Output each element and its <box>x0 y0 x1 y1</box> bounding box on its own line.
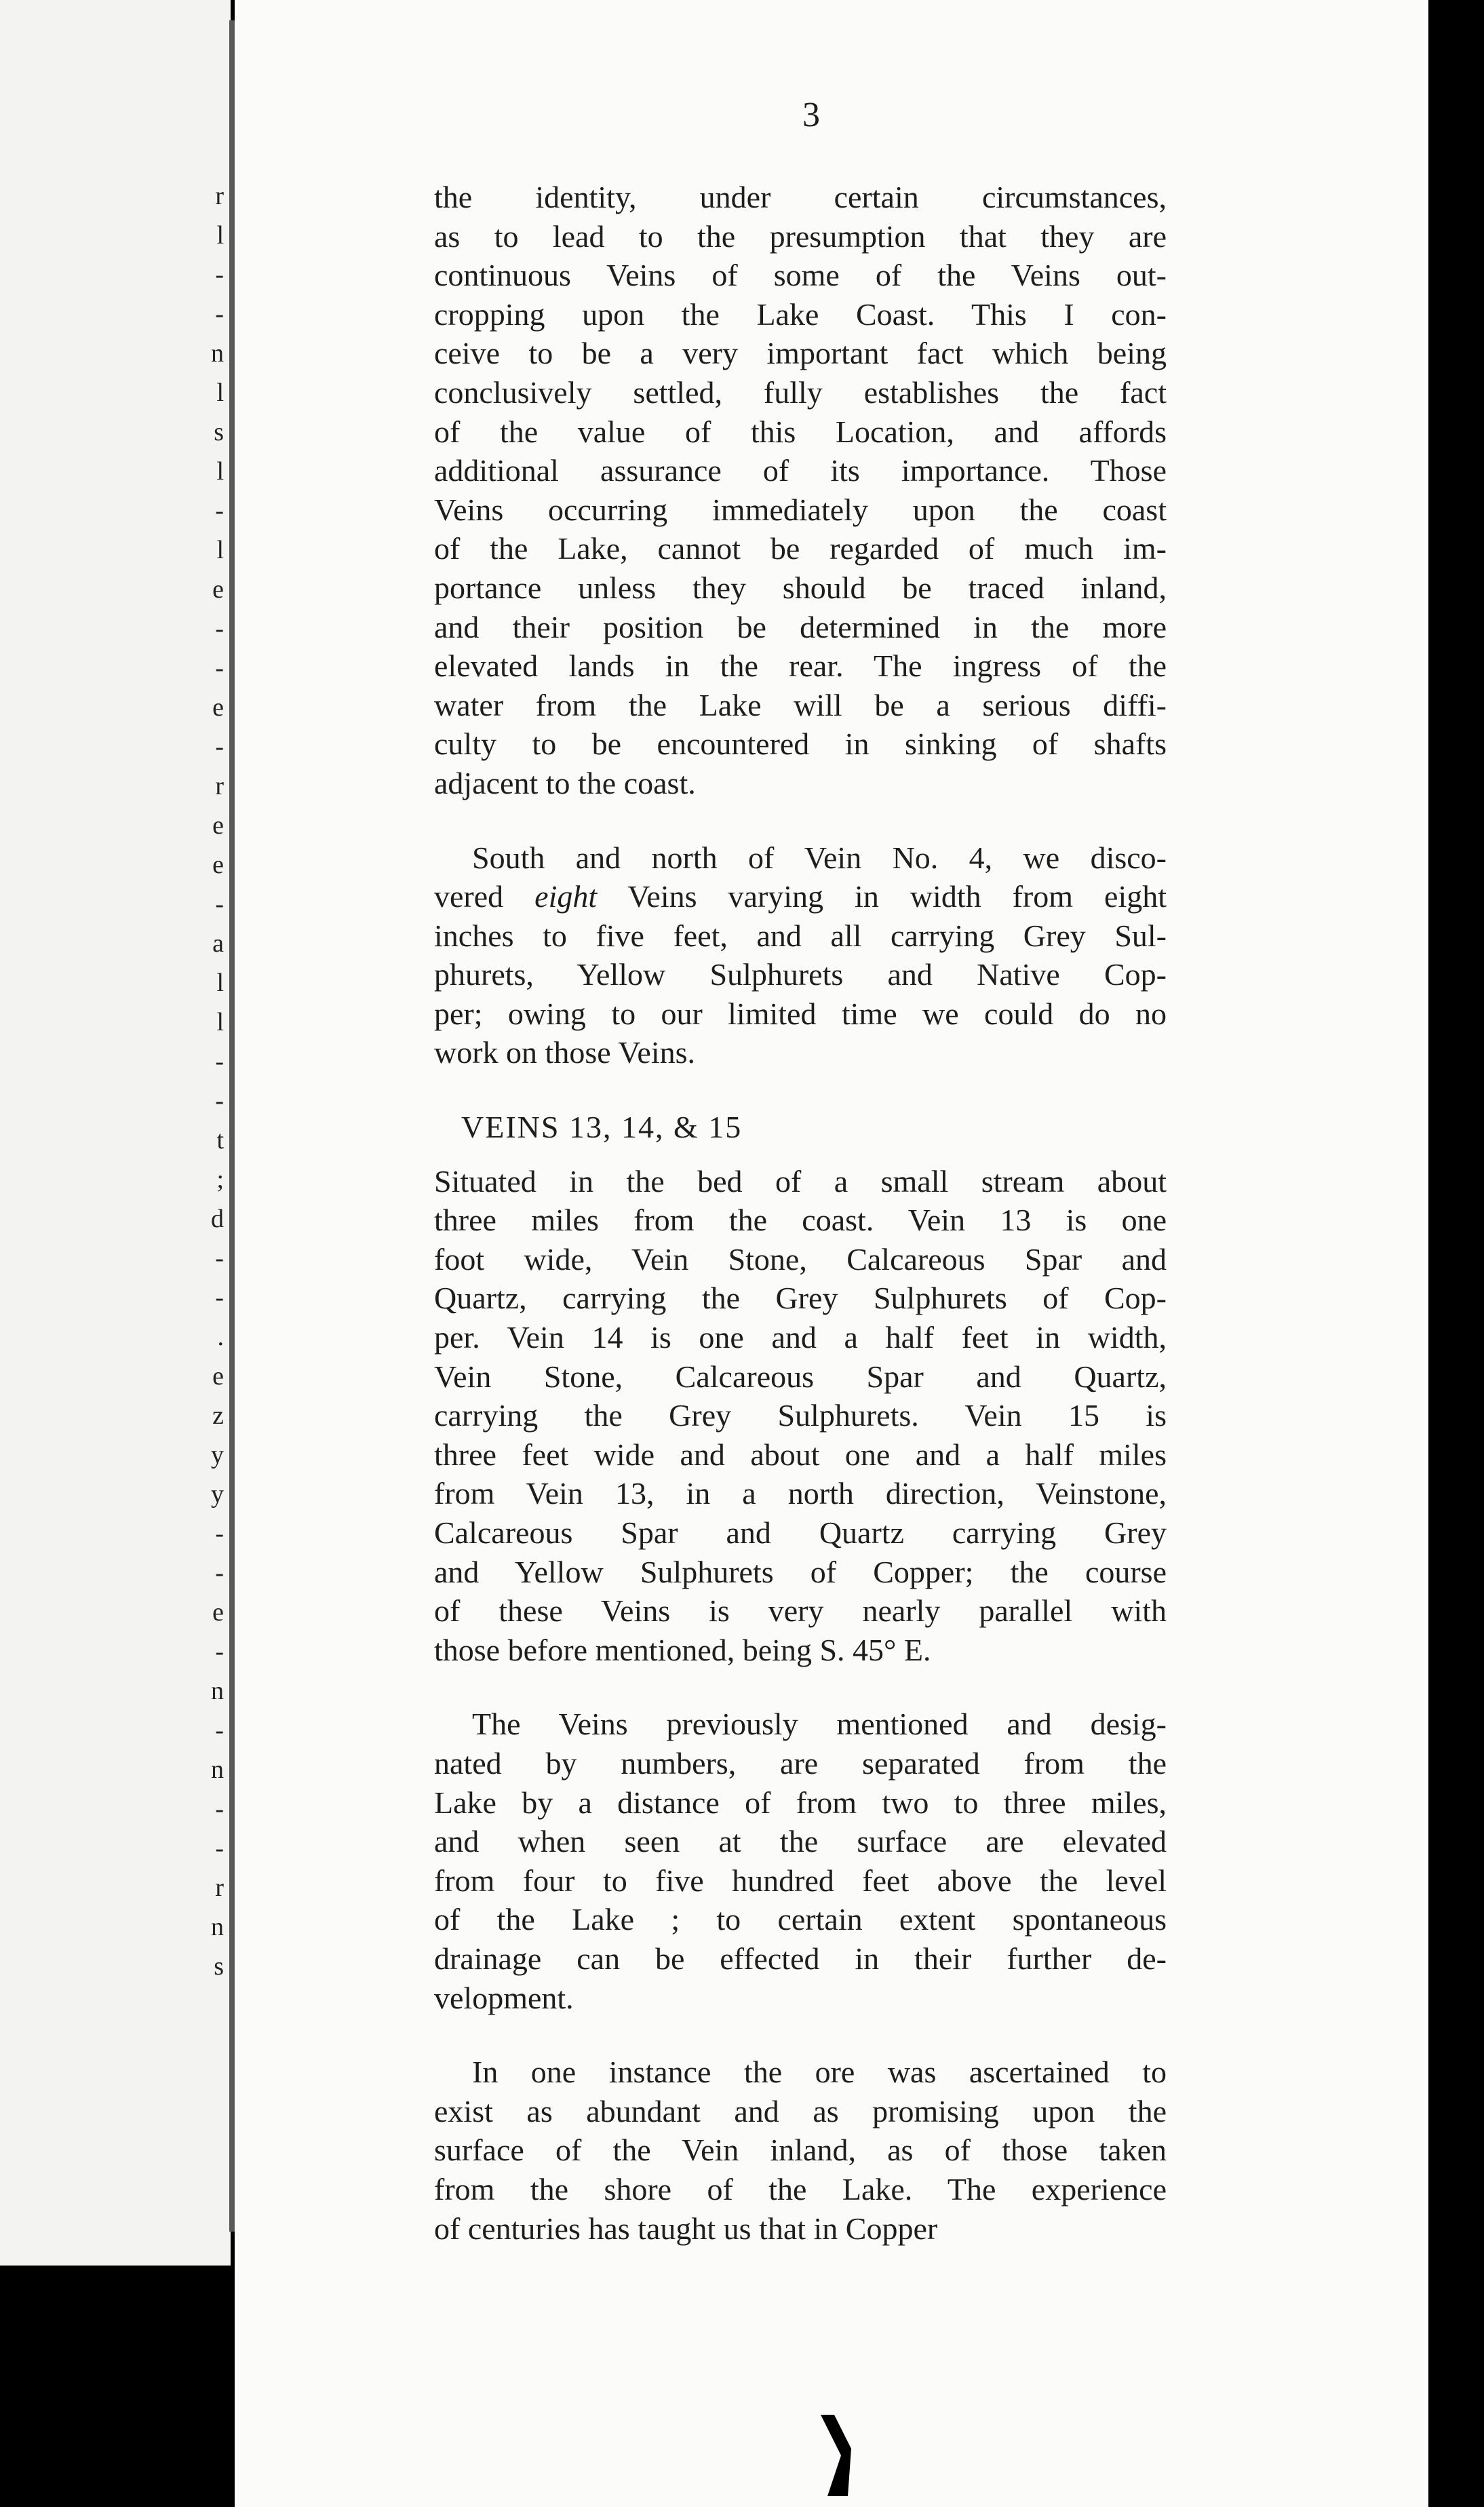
text-line: of the value of this Location, and affords <box>434 414 1167 449</box>
text-line: and when seen at the surface are elevated <box>434 1824 1167 1859</box>
text-line: continuous Veins of some of the Veins out- <box>434 258 1167 293</box>
left-page-fragment-char: n <box>211 1677 224 1705</box>
paragraph-4 <box>434 1705 1167 2017</box>
paragraph-3 <box>434 1162 1167 1670</box>
text-line: Vein Stone, Calcareous Spar and Quartz, <box>434 1359 1167 1394</box>
text-line: three feet wide and about one and a half miles <box>434 1437 1167 1472</box>
text-line: conclusively settled, fully establishes the fact <box>434 374 1167 410</box>
left-page-fragment-char: l <box>216 221 224 250</box>
text-line: portance unless they should be traced inland, <box>434 570 1167 605</box>
text-line: phurets, Yellow Sulphurets and Native Cop- <box>434 957 1167 992</box>
left-page-fragment-char: - <box>215 300 224 328</box>
left-page-fragment-char: - <box>215 260 224 289</box>
fold-mark <box>814 2415 855 2496</box>
left-page-fragment-char: - <box>215 890 224 918</box>
left-page-fragment-char: r <box>215 182 224 210</box>
left-page-fragment-char: n <box>211 1755 224 1784</box>
text-line: work on those Veins. <box>434 1035 696 1070</box>
left-page-fragment-char: e <box>212 575 224 604</box>
left-page-fragment-char: . <box>217 1323 224 1351</box>
left-page-fragment-char: - <box>215 1834 224 1863</box>
left-page-fragment-char: - <box>215 1716 224 1745</box>
text-line: cropping upon the Lake Coast. This I con- <box>434 296 1167 332</box>
left-page-fragment-char: e <box>212 693 224 722</box>
left-page-fragment-char: e <box>212 1598 224 1627</box>
left-page-fragment-char: n <box>211 339 224 368</box>
scan-edge <box>1428 0 1484 2507</box>
left-page-fragment-char: l <box>216 457 224 486</box>
text-line: culty to be encountered in sinking of shafts <box>434 726 1167 762</box>
left-page-fragment-char: - <box>215 1637 224 1666</box>
text-line: inches to five feet, and all carrying Grey Sul- <box>434 918 1167 953</box>
left-page-fragment-char: a <box>212 929 224 958</box>
text-line: additional assurance of its importance. Those <box>434 453 1167 488</box>
left-page-fragment-char: e <box>212 1362 224 1391</box>
page-number: 3 <box>802 96 820 134</box>
paragraph-1 <box>434 178 1167 803</box>
text-line: carrying the Grey Sulphurets. Vein 15 is <box>434 1398 1167 1433</box>
left-page-fragment-char: - <box>215 1519 224 1548</box>
left-page-fragment-char: r <box>215 1873 224 1902</box>
left-page-fragment <box>0 0 231 2266</box>
left-page-fragment-char: - <box>215 1559 224 1587</box>
left-page-fragment-char: l <box>216 1008 224 1036</box>
left-page-fragment-char: e <box>212 811 224 840</box>
text-line: and their position be determined in the more <box>434 609 1167 644</box>
text-line: from the shore of the Lake. The experience <box>434 2171 1167 2207</box>
text-line: three miles from the coast. Vein 13 is one <box>434 1203 1167 1238</box>
left-page-fragment-char: d <box>211 1205 224 1233</box>
text-line: adjacent to the coast. <box>434 765 696 800</box>
paragraph-5 <box>434 2053 1167 2248</box>
text-line: Lake by a distance of from two to three miles, <box>434 1785 1167 1820</box>
text-line: of these Veins is very nearly parallel with <box>434 1593 1167 1629</box>
text-line: of the Lake ; to certain extent spontaneous <box>434 1902 1167 1937</box>
left-page-fragment-char: s <box>214 418 224 446</box>
left-page-fragment-char: l <box>216 536 224 564</box>
text-line: the identity, under certain circumstances, <box>434 180 1167 214</box>
text-line: The Veins previously mentioned and desig- <box>472 1707 1167 1742</box>
text-line: In one instance the ore was ascertained to <box>472 2055 1167 2090</box>
text-line: from Vein 13, in a north direction, Veinstone, <box>434 1476 1167 1511</box>
left-page-fragment-char: l <box>216 969 224 997</box>
left-page-fragment-char: y <box>211 1480 224 1509</box>
text-line: of centuries has taught us that in Copper <box>434 2211 938 2246</box>
text-line: foot wide, Vein Stone, Calcareous Spar and <box>434 1241 1167 1277</box>
text-line: per; owing to our limited time we could do no <box>434 996 1167 1031</box>
left-page-fragment-char: e <box>212 851 224 879</box>
left-page-text-fragments <box>197 176 224 1986</box>
left-page-fragment-char: - <box>215 1795 224 1823</box>
left-page-fragment-char: n <box>211 1913 224 1941</box>
text-line: those before mentioned, being S. 45° E. <box>434 1632 931 1667</box>
text-line: from four to five hundred feet above the level <box>434 1863 1167 1898</box>
left-page-fragment-char: r <box>215 772 224 800</box>
text-line: Veins occurring immediately upon the coast <box>434 492 1167 527</box>
page-body <box>434 178 1167 2248</box>
left-page-fragment-char: s <box>214 1952 224 1981</box>
text-line: exist as abundant and as promising upon the <box>434 2093 1167 2129</box>
text-line: velopment. <box>434 1980 574 2015</box>
text-line: drainage can be effected in their further de- <box>434 1941 1167 1976</box>
left-page-fragment-char: - <box>215 1047 224 1076</box>
page-gutter <box>229 20 235 2232</box>
text-line: Quartz, carrying the Grey Sulphurets of Cop- <box>434 1281 1167 1316</box>
text-line: surface of the Vein inland, as of those taken <box>434 2133 1167 2168</box>
text-line: Calcareous Spar and Quartz carrying Grey <box>434 1515 1167 1550</box>
text-line: water from the Lake will be a serious diffi- <box>434 687 1167 722</box>
italic-word: eight <box>534 879 598 914</box>
left-page-fragment-char: - <box>215 733 224 761</box>
text-line: ceive to be a very important fact which being <box>434 336 1167 371</box>
left-page-fragment-char: - <box>215 1283 224 1312</box>
text-line: as to lead to the presumption that they are <box>434 218 1167 254</box>
text-line: elevated lands in the rear. The ingress of the <box>434 648 1167 684</box>
left-page-fragment-char: ; <box>216 1165 224 1194</box>
left-page-fragment-char: l <box>216 378 224 407</box>
left-page-fragment-char: - <box>215 1087 224 1115</box>
left-page-fragment-char: - <box>215 615 224 643</box>
text-line: of the Lake, cannot be regarded of much im- <box>434 531 1167 566</box>
left-page-fragment-char: - <box>215 654 224 682</box>
text-line: nated by numbers, are separated from the <box>434 1745 1167 1781</box>
left-page-fragment-char: - <box>215 1244 224 1272</box>
left-page-fragment-char: y <box>211 1441 224 1469</box>
text-line: South and north of Vein No. 4, we disco- <box>472 840 1167 875</box>
section-heading: VEINS 13, 14, & 15 <box>461 1110 743 1145</box>
text-line-with-italic: vered eight Veins varying in width from eight <box>434 879 1167 914</box>
paragraph-2 <box>434 838 1167 1073</box>
left-page-fragment-char: t <box>216 1126 224 1154</box>
text-line: per. Vein 14 is one and a half feet in width, <box>434 1320 1167 1355</box>
left-page-fragment-char: z <box>212 1401 224 1430</box>
left-page-fragment-char: - <box>215 497 224 525</box>
text-line: and Yellow Sulphurets of Copper; the course <box>434 1554 1167 1589</box>
text-line: Situated in the bed of a small stream about <box>434 1163 1167 1199</box>
